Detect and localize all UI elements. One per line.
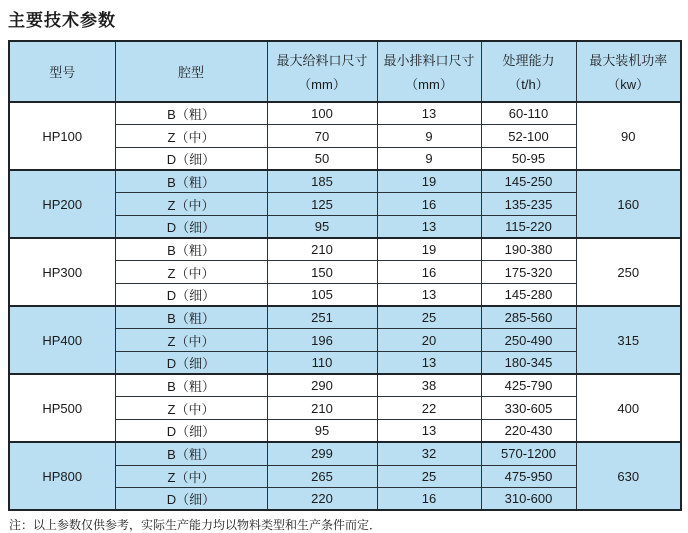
capacity-cell: 180-345 xyxy=(481,352,576,375)
capacity-cell: 570-1200 xyxy=(481,442,576,465)
cavity-cell: Z（中） xyxy=(115,397,267,420)
feed-size-cell: 50 xyxy=(267,147,377,170)
page-title: 主要技术参数 xyxy=(8,11,116,30)
cavity-cell: B（粗） xyxy=(115,170,267,193)
cavity-cell: D（细） xyxy=(115,147,267,170)
model-cell: HP100 xyxy=(9,102,115,170)
cavity-cell: B（粗） xyxy=(115,442,267,465)
table-row xyxy=(9,102,681,125)
capacity-cell: 330-605 xyxy=(481,397,576,420)
capacity-cell: 175-320 xyxy=(481,261,576,284)
col-header-min-discharge-size xyxy=(377,41,481,102)
table-row xyxy=(9,306,681,329)
cavity-cell: D（细） xyxy=(115,488,267,511)
power-cell: 400 xyxy=(576,374,681,442)
power-cell: 630 xyxy=(576,442,681,510)
feed-size-cell: 95 xyxy=(267,420,377,443)
discharge-size-cell: 25 xyxy=(377,306,481,329)
model-cell: HP300 xyxy=(9,238,115,306)
col-header-unit: （mm） xyxy=(298,77,346,92)
col-header-capacity xyxy=(481,41,576,102)
discharge-size-cell: 25 xyxy=(377,465,481,488)
model-cell: HP500 xyxy=(9,374,115,442)
cavity-cell: Z（中） xyxy=(115,465,267,488)
capacity-cell: 190-380 xyxy=(481,238,576,261)
feed-size-cell: 265 xyxy=(267,465,377,488)
capacity-cell: 52-100 xyxy=(481,125,576,148)
capacity-cell: 250-490 xyxy=(481,329,576,352)
discharge-size-cell: 38 xyxy=(377,374,481,397)
table-header xyxy=(9,41,681,102)
col-header-label: 最大装机功率 xyxy=(589,53,668,68)
cavity-cell: D（细） xyxy=(115,352,267,375)
table-body xyxy=(9,102,681,510)
col-header-max-feed-size xyxy=(267,41,377,102)
cavity-cell: Z（中） xyxy=(115,329,267,352)
cavity-cell: B（粗） xyxy=(115,102,267,125)
feed-size-cell: 100 xyxy=(267,102,377,125)
capacity-cell: 145-250 xyxy=(481,170,576,193)
feed-size-cell: 125 xyxy=(267,193,377,216)
discharge-size-cell: 9 xyxy=(377,147,481,170)
discharge-size-cell: 16 xyxy=(377,193,481,216)
feed-size-cell: 150 xyxy=(267,261,377,284)
model-cell: HP800 xyxy=(9,442,115,510)
discharge-size-cell: 19 xyxy=(377,170,481,193)
cavity-cell: D（细） xyxy=(115,420,267,443)
model-cell: HP200 xyxy=(9,170,115,238)
discharge-size-cell: 13 xyxy=(377,420,481,443)
col-header-label: 最小排料口尺寸 xyxy=(383,53,475,68)
feed-size-cell: 251 xyxy=(267,306,377,329)
feed-size-cell: 110 xyxy=(267,352,377,375)
capacity-cell: 285-560 xyxy=(481,306,576,329)
cavity-cell: B（粗） xyxy=(115,238,267,261)
cavity-cell: D（细） xyxy=(115,284,267,307)
model-cell: HP400 xyxy=(9,306,115,374)
capacity-cell: 115-220 xyxy=(481,215,576,238)
col-header-max-power xyxy=(576,41,681,102)
capacity-cell: 145-280 xyxy=(481,284,576,307)
discharge-size-cell: 9 xyxy=(377,125,481,148)
col-header-label: 最大给料口尺寸 xyxy=(276,53,368,68)
discharge-size-cell: 22 xyxy=(377,397,481,420)
feed-size-cell: 70 xyxy=(267,125,377,148)
col-header-unit: （mm） xyxy=(405,77,453,92)
col-header-label: 处理能力 xyxy=(502,53,555,68)
cavity-cell: Z（中） xyxy=(115,193,267,216)
cavity-cell: Z（中） xyxy=(115,125,267,148)
col-header-unit: （kw） xyxy=(607,77,650,92)
table-row xyxy=(9,238,681,261)
feed-size-cell: 95 xyxy=(267,215,377,238)
power-cell: 315 xyxy=(576,306,681,374)
table-row xyxy=(9,170,681,193)
capacity-cell: 475-950 xyxy=(481,465,576,488)
feed-size-cell: 210 xyxy=(267,397,377,420)
cavity-cell: B（粗） xyxy=(115,306,267,329)
power-cell: 90 xyxy=(576,102,681,170)
cavity-cell: D（细） xyxy=(115,215,267,238)
discharge-size-cell: 13 xyxy=(377,352,481,375)
capacity-cell: 50-95 xyxy=(481,147,576,170)
feed-size-cell: 210 xyxy=(267,238,377,261)
col-header-label: 型号 xyxy=(49,65,76,80)
specs-table xyxy=(8,40,682,511)
capacity-cell: 310-600 xyxy=(481,488,576,511)
feed-size-cell: 185 xyxy=(267,170,377,193)
discharge-size-cell: 20 xyxy=(377,329,481,352)
capacity-cell: 60-110 xyxy=(481,102,576,125)
feed-size-cell: 105 xyxy=(267,284,377,307)
col-header-model xyxy=(9,41,115,102)
feed-size-cell: 290 xyxy=(267,374,377,397)
power-cell: 160 xyxy=(576,170,681,238)
discharge-size-cell: 19 xyxy=(377,238,481,261)
table-row xyxy=(9,374,681,397)
discharge-size-cell: 16 xyxy=(377,261,481,284)
power-cell: 250 xyxy=(576,238,681,306)
discharge-size-cell: 16 xyxy=(377,488,481,511)
header-row xyxy=(9,41,681,102)
footnote: 注：以上参数仅供参考，实际生产能力均以物料类型和生产条件而定． xyxy=(9,518,382,533)
discharge-size-cell: 32 xyxy=(377,442,481,465)
cavity-cell: B（粗） xyxy=(115,374,267,397)
col-header-label: 腔型 xyxy=(177,65,204,80)
capacity-cell: 220-430 xyxy=(481,420,576,443)
col-header-cavity xyxy=(115,41,267,102)
table-row xyxy=(9,442,681,465)
cavity-cell: Z（中） xyxy=(115,261,267,284)
discharge-size-cell: 13 xyxy=(377,284,481,307)
feed-size-cell: 299 xyxy=(267,442,377,465)
feed-size-cell: 220 xyxy=(267,488,377,511)
feed-size-cell: 196 xyxy=(267,329,377,352)
discharge-size-cell: 13 xyxy=(377,215,481,238)
capacity-cell: 135-235 xyxy=(481,193,576,216)
col-header-unit: （t/h） xyxy=(508,77,549,92)
discharge-size-cell: 13 xyxy=(377,102,481,125)
capacity-cell: 425-790 xyxy=(481,374,576,397)
